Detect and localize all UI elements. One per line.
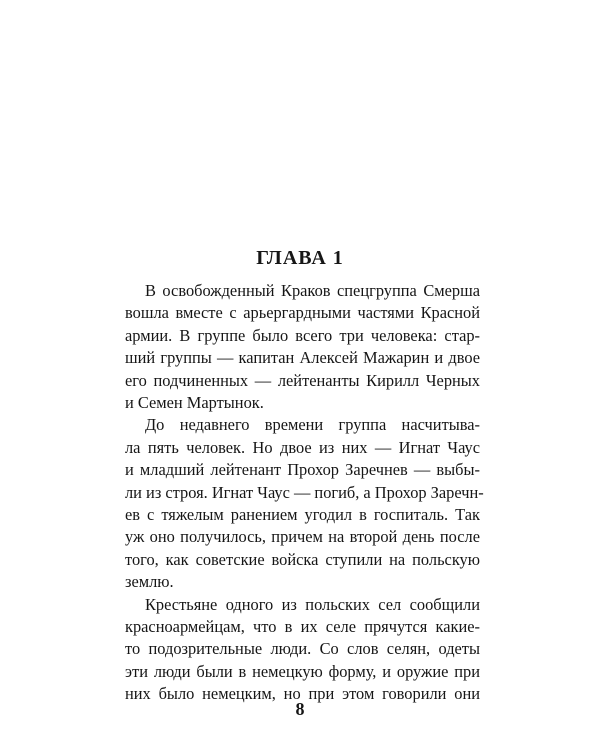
text-line: эти люди были в немецкую форму, и оружие при [125, 661, 480, 681]
text-line: ший группы — капитан Алексей Мажарин и двое [125, 348, 480, 368]
text-line: В освобожденный Краков спецгруппа Смерша [145, 281, 480, 300]
text-line: Крестьяне одного из польских сел сообщили [145, 594, 480, 614]
text-line: ла пять человек. Но двое из них — Игнат Чаус [125, 437, 480, 457]
text-line: того, как советские войска ступили на польскую [125, 549, 480, 569]
text-line: то подозрительные люди. Со слов селян, одеты [125, 639, 480, 659]
page-number: 8 [295, 699, 305, 719]
text-line: и младший лейтенант Прохор Заречнев — выбы- [125, 460, 480, 480]
text-line: армии. В группе было всего три человека: стар- [125, 325, 480, 345]
text-line: землю. [125, 572, 174, 592]
text-line: ев с тяжелым ранением угодил в госпиталь. Так [125, 505, 480, 524]
text-line: ли из строя. Игнат Чаус — погиб, а Прохор Заречн- [125, 482, 484, 502]
text-line: них было немецким, но при этом говорили они [125, 684, 480, 704]
text-line: и Семен Мартынок. [125, 393, 264, 412]
chapter-title: ГЛАВА 1 [256, 247, 344, 269]
text-line: До недавнего времени группа насчитыва- [145, 415, 480, 435]
text-line: красноармейцам, что в их селе прячутся какие- [125, 617, 480, 636]
text-line: его подчиненных — лейтенанты Кирилл Черных [125, 370, 480, 390]
text-line: уж оно получилось, причем на второй день после [125, 527, 480, 547]
text-line: вошла вместе с арьергардными частями Красной [125, 303, 480, 323]
